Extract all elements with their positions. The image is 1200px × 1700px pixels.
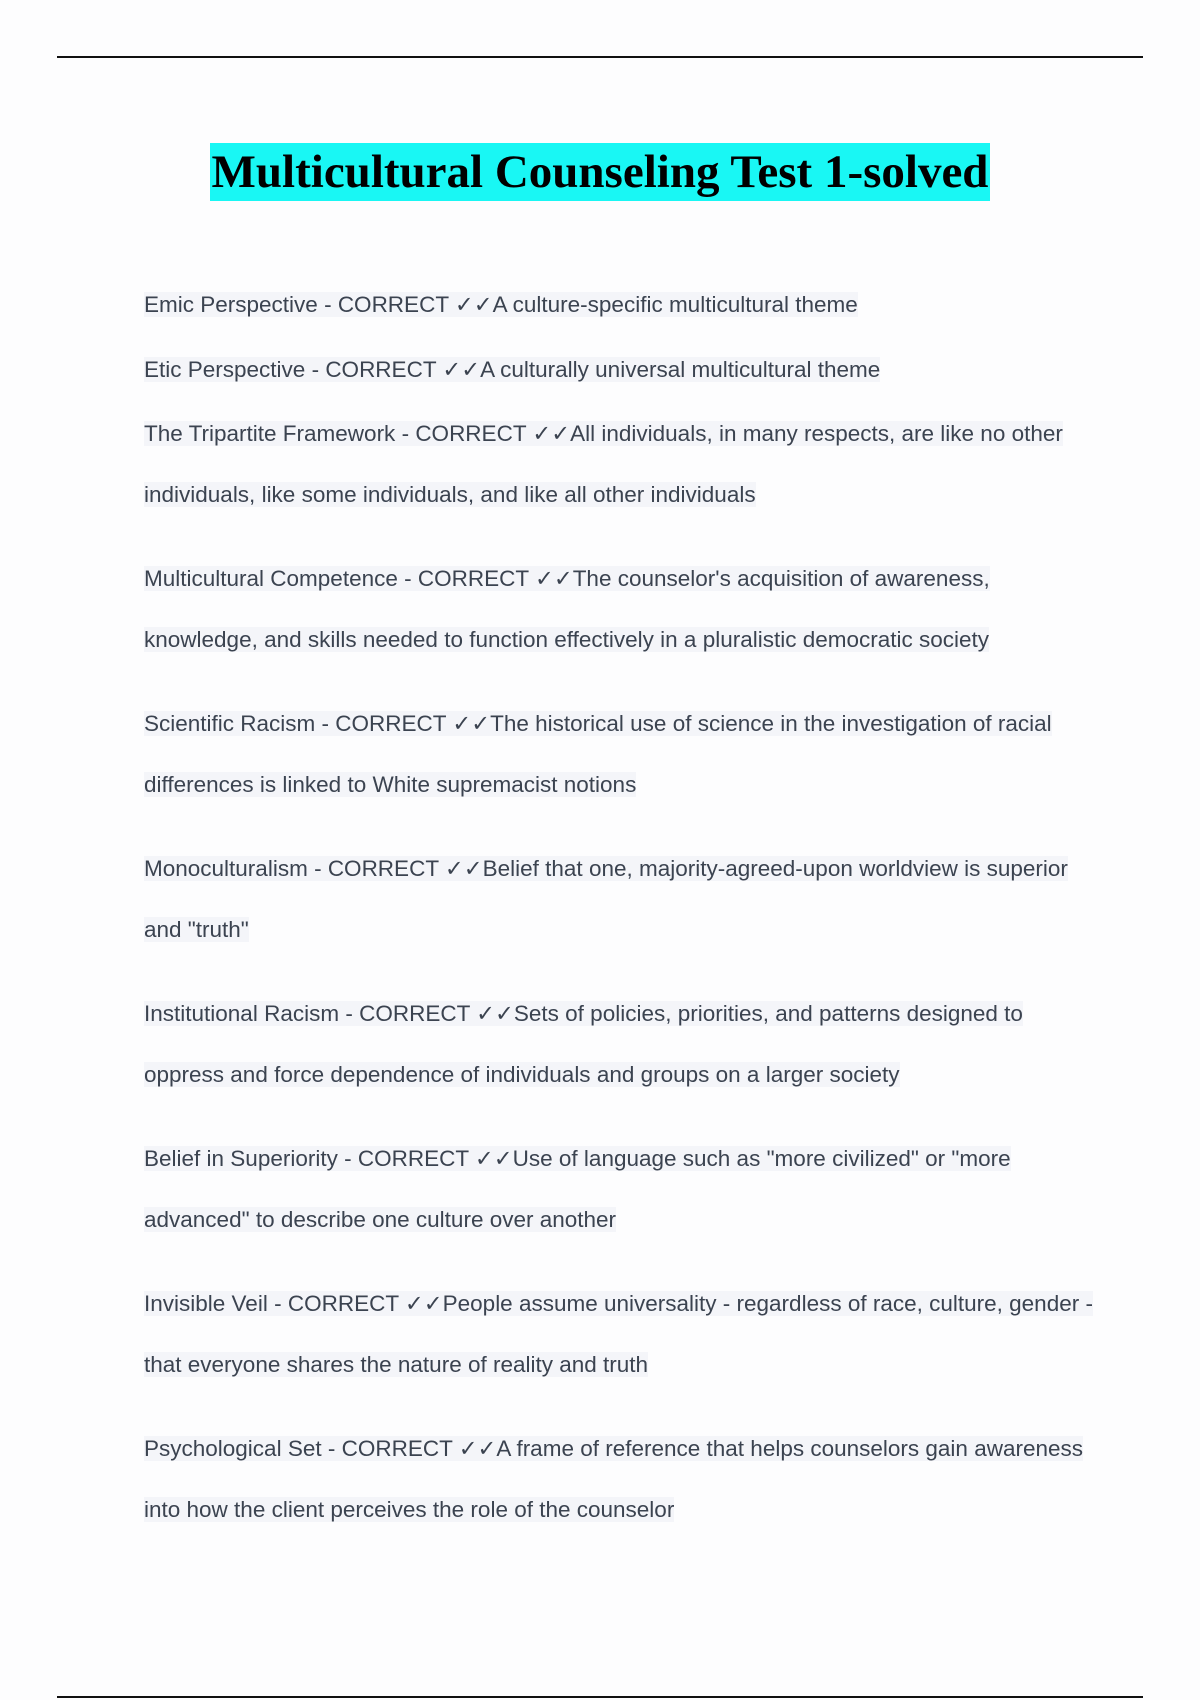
qa-answer: Sets of policies, priorities, and patterns designed to oppress and force dependence of individuals and groups on a larger society xyxy=(144,1001,1023,1087)
qa-text xyxy=(144,292,858,317)
qa-answer: Belief that one, majority-agreed-upon worldview is superior and "truth" xyxy=(144,856,1068,942)
qa-term: Multicultural Competence xyxy=(144,566,398,591)
correct-marker: CORRECT ✓✓ xyxy=(341,1436,497,1461)
correct-marker: CORRECT ✓✓ xyxy=(417,566,573,591)
qa-item xyxy=(144,694,1094,815)
qa-separator: - xyxy=(395,421,416,446)
qa-text xyxy=(144,566,990,652)
qa-text xyxy=(144,711,1052,797)
qa-separator: - xyxy=(267,1291,288,1316)
qa-item xyxy=(144,275,1094,336)
qa-separator: - xyxy=(337,1146,358,1171)
qa-term: Monoculturalism xyxy=(144,856,308,881)
correct-marker: CORRECT ✓✓ xyxy=(337,292,493,317)
qa-separator: - xyxy=(339,1001,360,1026)
qa-answer: All individuals, in many respects, are like no other individuals, like some individuals, and like all other individuals xyxy=(144,421,1063,507)
qa-item xyxy=(144,839,1094,960)
qa-separator: - xyxy=(305,356,326,382)
qa-answer: People assume universality - regardless of race, culture, gender - that everyone shares the nature of reality and truth xyxy=(144,1291,1093,1377)
qa-term: Invisible Veil xyxy=(144,1291,268,1316)
qa-item xyxy=(144,340,1094,401)
correct-marker: CORRECT ✓✓ xyxy=(335,711,491,736)
qa-item xyxy=(144,404,1094,525)
qa-separator: - xyxy=(317,292,338,317)
qa-answer: The historical use of science in the investigation of racial differences is linked to White supremacist notions xyxy=(144,711,1052,797)
qa-separator: - xyxy=(321,1436,342,1461)
qa-term: Etic Perspective xyxy=(144,356,306,382)
correct-marker: CORRECT ✓✓ xyxy=(287,1291,443,1316)
qa-item xyxy=(144,1419,1094,1540)
qa-separator: - xyxy=(397,566,418,591)
qa-item xyxy=(144,549,1094,670)
qa-answer: The counselor's acquisition of awareness, knowledge, and skills needed to function effectively in a pluralistic democratic society xyxy=(144,566,990,652)
qa-list xyxy=(144,275,1094,1564)
qa-answer: A culturally universal multicultural theme xyxy=(480,356,881,382)
correct-marker: CORRECT ✓✓ xyxy=(327,856,483,881)
qa-term: The Tripartite Framework xyxy=(144,421,396,446)
qa-term: Psychological Set xyxy=(144,1436,322,1461)
qa-answer: A frame of reference that helps counselors gain awareness into how the client perceives the role of the counselor xyxy=(144,1436,1084,1522)
qa-item xyxy=(144,984,1094,1105)
qa-item xyxy=(144,1274,1094,1395)
qa-term: Emic Perspective xyxy=(144,292,318,317)
qa-term: Scientific Racism xyxy=(144,711,316,736)
qa-term: Belief in Superiority xyxy=(144,1146,338,1171)
correct-marker: CORRECT ✓✓ xyxy=(359,1001,514,1026)
qa-text xyxy=(144,357,880,382)
qa-separator: - xyxy=(315,711,336,736)
qa-answer: A culture-specific multicultural theme xyxy=(492,292,858,317)
correct-marker: CORRECT ✓✓ xyxy=(415,421,571,446)
qa-separator: - xyxy=(307,856,328,881)
qa-text xyxy=(144,856,1068,942)
qa-item xyxy=(144,1129,1094,1250)
correct-marker: CORRECT ✓✓ xyxy=(357,1146,513,1171)
bottom-rule xyxy=(57,1696,1143,1698)
qa-text xyxy=(144,1001,1023,1087)
qa-text xyxy=(144,1146,1011,1232)
qa-text xyxy=(144,421,1063,507)
correct-marker: CORRECT ✓✓ xyxy=(325,356,481,382)
qa-text xyxy=(144,1436,1083,1522)
title-block xyxy=(0,143,1200,201)
qa-answer: Use of language such as "more civilized" or "more advanced" to describe one culture over another xyxy=(144,1146,1011,1232)
qa-term: Institutional Racism xyxy=(144,1001,340,1026)
top-rule xyxy=(57,56,1143,58)
page-title: Multicultural Counseling Test 1-solved xyxy=(210,143,991,201)
qa-text xyxy=(144,1291,1093,1377)
